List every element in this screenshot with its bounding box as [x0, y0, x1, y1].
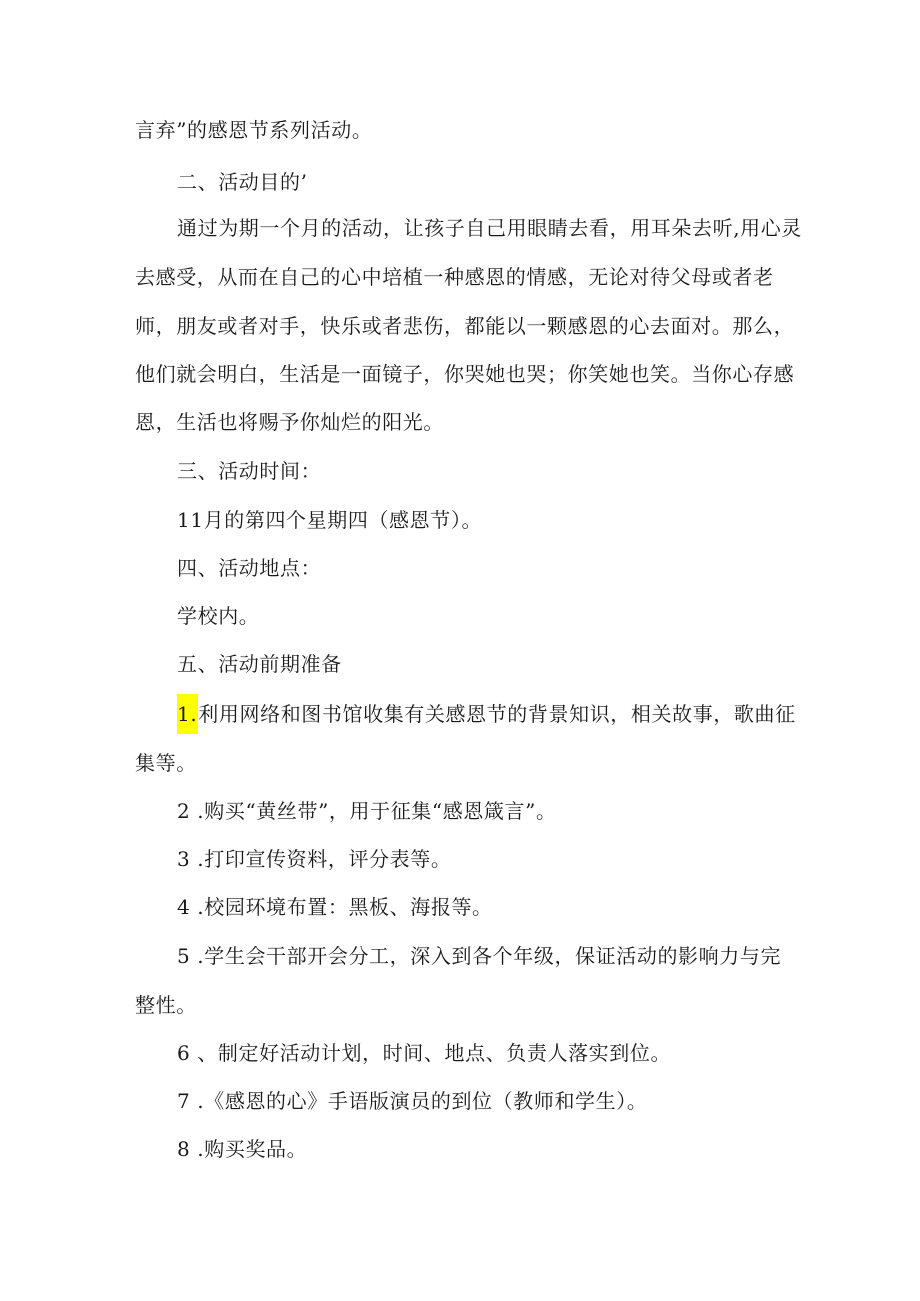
- list-item-text: 利用网络和图书馆收集有关感恩节的背景知识，相关故事，歌曲征: [198, 702, 796, 726]
- paragraph-line: 整性。: [135, 993, 197, 1017]
- paragraph-line: 言弃”的感恩节系列活动。: [135, 118, 373, 142]
- list-item: 6 、制定好活动计划，时间、地点、负责人落实到位。: [177, 1041, 672, 1065]
- section-heading-preparation: 五、活动前期准备: [177, 652, 342, 676]
- list-item: 4 .校园环境布置：黑板、海报等。: [177, 895, 493, 919]
- list-item: 3 .打印宣传资料，评分表等。: [177, 847, 452, 871]
- paragraph-line: 恩，生活也将赐予你灿烂的阳光。: [135, 410, 444, 434]
- list-item: 5 .学生会干部开会分工，深入到各个年级，保证活动的影响力与完: [177, 944, 782, 968]
- list-item: [177, 702, 837, 734]
- highlighted-item-number: 1.: [177, 694, 198, 734]
- paragraph-line: 学校内。: [177, 604, 260, 628]
- list-item: 7 .《感恩的心》手语版演员的到位（教师和学生）。: [177, 1089, 648, 1113]
- section-heading-time: 三、活动时间：: [177, 459, 322, 483]
- section-heading-location: 四、活动地点：: [177, 556, 322, 580]
- paragraph-line: 师，朋友或者对手，快乐或者悲伤，都能以一颗感恩的心去面对。那么，: [135, 314, 795, 338]
- paragraph-line: 去感受，从而在自己的心中培植一种感恩的情感，无论对待父母或者老: [135, 265, 774, 289]
- list-item: 2 .购买“黄丝带”，用于征集“感恩箴言”。: [177, 799, 557, 823]
- list-item: 8 .购买奖品。: [177, 1137, 308, 1161]
- paragraph-line: 集等。: [135, 751, 197, 775]
- section-heading-purpose: 二、活动目的’: [177, 170, 308, 194]
- paragraph-line: 他们就会明白，生活是一面镜子，你哭她也哭；你笑她也笑。当你心存感: [135, 362, 795, 386]
- paragraph-line: 11月的第四个星期四（感恩节）。: [177, 508, 483, 532]
- paragraph-line: 通过为期一个月的活动，让孩子自己用眼睛去看，用耳朵去听,用心灵: [177, 216, 802, 240]
